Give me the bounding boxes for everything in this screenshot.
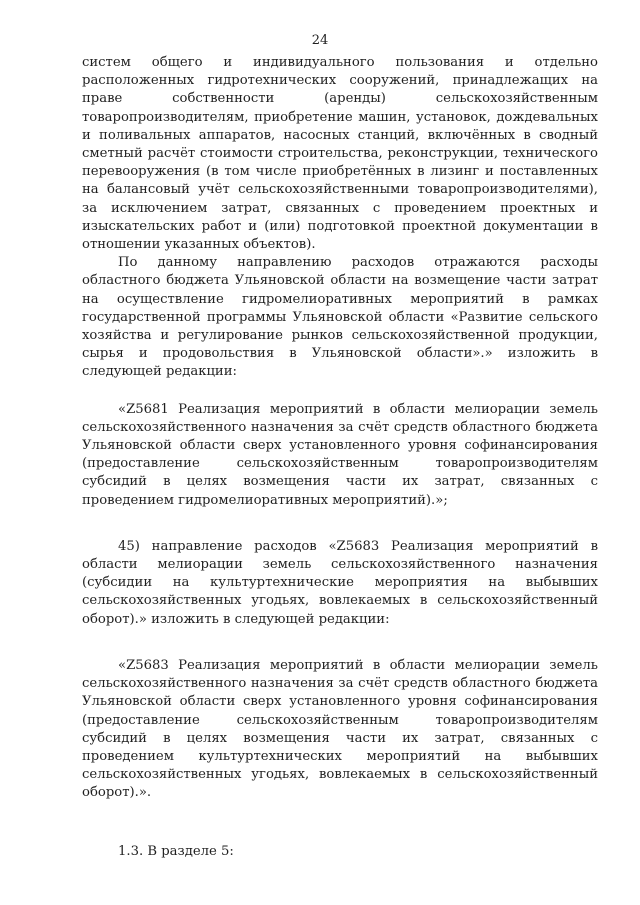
paragraph-continuation: систем общего и индивидуального пользования и отдельно расположенных гидротехнических сооружений, принадлежащих на праве собственности (аренды) сельскохозяйственным товаропроизводителям, приобретение машин, установок, дождевальных и поливальных аппаратов, насосных станций, включённых в сводный сметный расчёт стоимости строительства, реконструкции, технического перевооружения (в том числе приобретённых в лизинг и поставленных на балансовый учёт сельскохозяйственными товаропроизводителями), за исключением затрат, связанных с проведением проектных и изыскательских работ и (или) подготовкой проектной документации в отношении указанных объектов).: [82, 55, 598, 253]
page-number: 24: [311, 33, 329, 48]
document-body: [82, 54, 598, 861]
paragraph-section-5-heading: 1.3. В разделе 5:: [118, 843, 234, 859]
paragraph-item-45: 45) направление расходов «Z5683 Реализация мероприятий в области мелиорации земель сельскохозяйственного назначения (субсидии на культуртехнические мероприятия на выбывших сельскохозяйственных угодьях, вовлекаемых в сельскохозяйственный оборот).» изложить в следующей редакции:: [82, 538, 598, 627]
paragraph-z5683-definition: «Z5683 Реализация мероприятий в области мелиорации земель сельскохозяйственного назначения за счёт средств областного бюджета Ульяновской области сверх установленного уровня софинансирования (предоставление сельскохозяйственным товаропроизводителям субсидий в целях возмещения части их затрат, связанных с проведением культуртехнических мероприятий на выбывших сельскохозяйственных угодьях, вовлекаемых в сельскохозяйственный оборот).».: [82, 657, 598, 801]
paragraph-expenses-description: По данному направлению расходов отражаются расходы областного бюджета Ульяновской области на возмещение части затрат на осуществление гидромелиоративных мероприятий в рамках государственной программы Ульяновской области «Развитие сельского хозяйства и регулирование рынков сельскохозяйственной продукции, сырья и продовольствия в Ульяновской области».» изложить в следующей редакции:: [82, 255, 598, 380]
paragraph-z5681-definition: «Z5681 Реализация мероприятий в области мелиорации земель сельскохозяйственного назначения за счёт средств областного бюджета Ульяновской области сверх установленного уровня софинансирования (предоставление сельскохозяйственным товаропроизводителям субсидий в целях возмещения части их затрат, связанных с проведением гидромелиоративных мероприятий).»;: [82, 401, 598, 508]
